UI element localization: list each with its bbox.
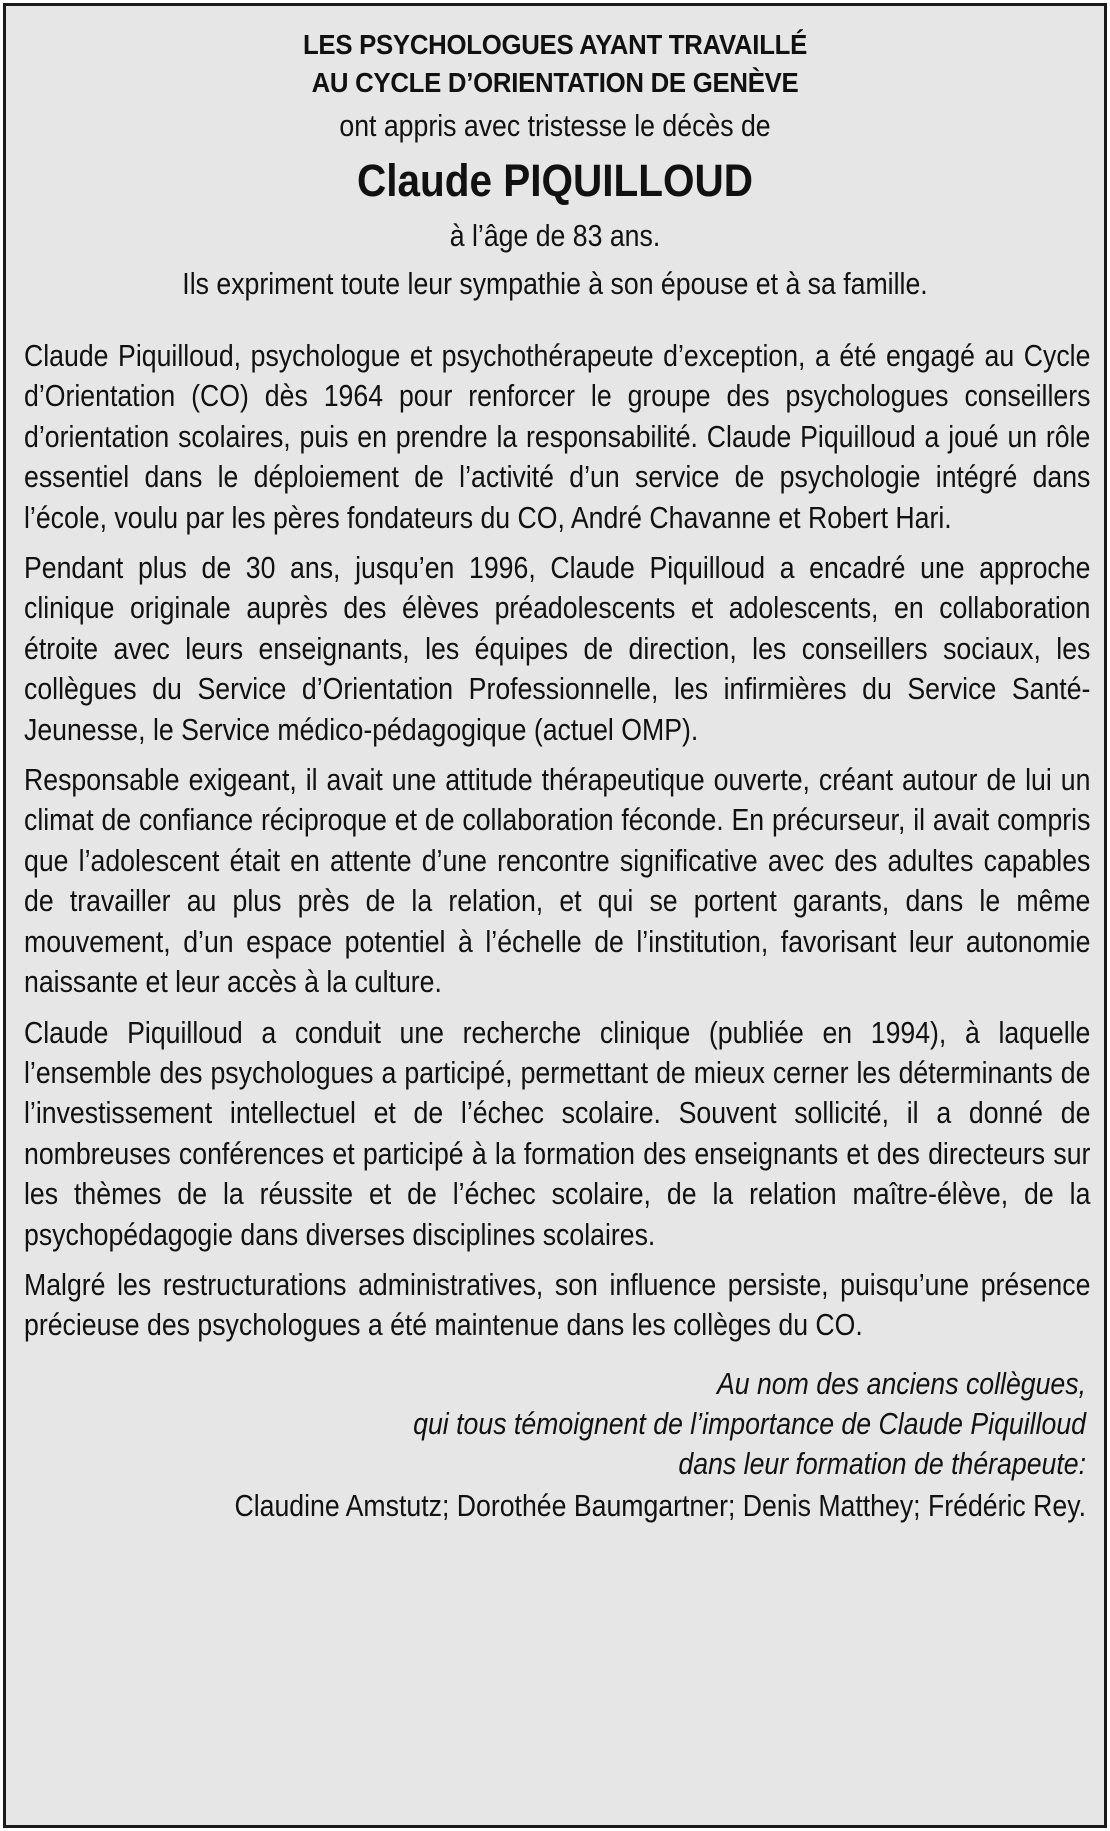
obituary-notice [3, 3, 1107, 1828]
signoff-line-3: dans leur formation de thérapeute: [678, 1445, 1086, 1481]
age-line: à l’âge de 83 ans. [449, 218, 661, 253]
signoff-line-1: Au nom des anciens collègues, [716, 1365, 1086, 1401]
notice-heading [66, 26, 1043, 102]
heading-line-1: LES PSYCHOLOGUES AYANT TRAVAILLÉ [302, 29, 808, 60]
tribute-paragraph-4: Claude Piquilloud a conduit une recherche clinique (publiée en 1994), à laquelle l’ensemble des psychologues a participé, permettant de mieux cerner les déterminants de l’investissement intellectuel et de l’échec scolaire. Souvent sollicité, il a donné de nombreuses conférences et participé à la formation des enseignants et des directeurs sur les thèmes de la réussite et de l’échec scolaire, de la relation maître-élève, de la psychopédagogie dans diverses disciplines scolaires. [24, 1014, 1091, 1252]
notice-content [6, 6, 1104, 1528]
deceased-name: Claude PIQUILLOUD [356, 155, 754, 206]
heading-line-2: AU CYCLE D’ORIENTATION DE GENÈVE [311, 67, 799, 98]
sympathy-line: Ils expriment toute leur sympathie à son épouse et à sa famille. [182, 266, 928, 301]
signatories: Claudine Amstutz; Dorothée Baumgartner; Denis Matthey; Frédéric Rey. [234, 1487, 1086, 1523]
signoff-line-2: qui tous témoignent de l’importance de Claude Piquilloud [413, 1405, 1086, 1441]
tribute-paragraph-1: Claude Piquilloud, psychologue et psychothérapeute d’exception, a été engagé au Cycle d’Orientation (CO) dès 1964 pour renforcer le groupe des psychologues conseillers d’orientation scolaires, puis en prendre la responsabilité. Claude Piquilloud a joué un rôle essentiel dans le déploiement de l’activité d’un service de psychologie intégré dans l’école, voulu par les pères fondateurs du CO, André Chavanne et Robert Hari. [24, 338, 1091, 535]
tribute-body [24, 336, 1091, 1346]
tribute-paragraph-2: Pendant plus de 30 ans, jusqu’en 1996, Claude Piquilloud a encadré une approche clinique originale auprès des élèves préadolescents et adolescents, en collaboration étroite avec leurs enseignants, les équipes de direction, les conseillers sociaux, les collègues du Service d’Orientation Professionnelle, les infirmières du Service Santé-Jeunesse, le Service médico-pédagogique (actuel OMP). [24, 550, 1091, 747]
tribute-paragraph-3: Responsable exigeant, il avait une attitude thérapeutique ouverte, créant autour de lui un climat de confiance réciproque et de collaboration féconde. En précurseur, il avait compris que l’adolescent était en attente d’une rencontre significative avec des adultes capables de travailler au plus près de la relation, et qui se portent garants, dans le même mouvement, d’un espace potentiel à l’échelle de l’institution, favorisant leur autonomie naissante et leur accès à la culture. [24, 762, 1091, 1000]
intro-line: ont appris avec tristesse le décès de [339, 108, 771, 143]
tribute-paragraph-5: Malgré les restructurations administratives, son influence persiste, puisqu’une présence précieuse des psychologues a été maintenue dans les collèges du CO. [24, 1266, 1091, 1343]
signoff [24, 1364, 1086, 1484]
